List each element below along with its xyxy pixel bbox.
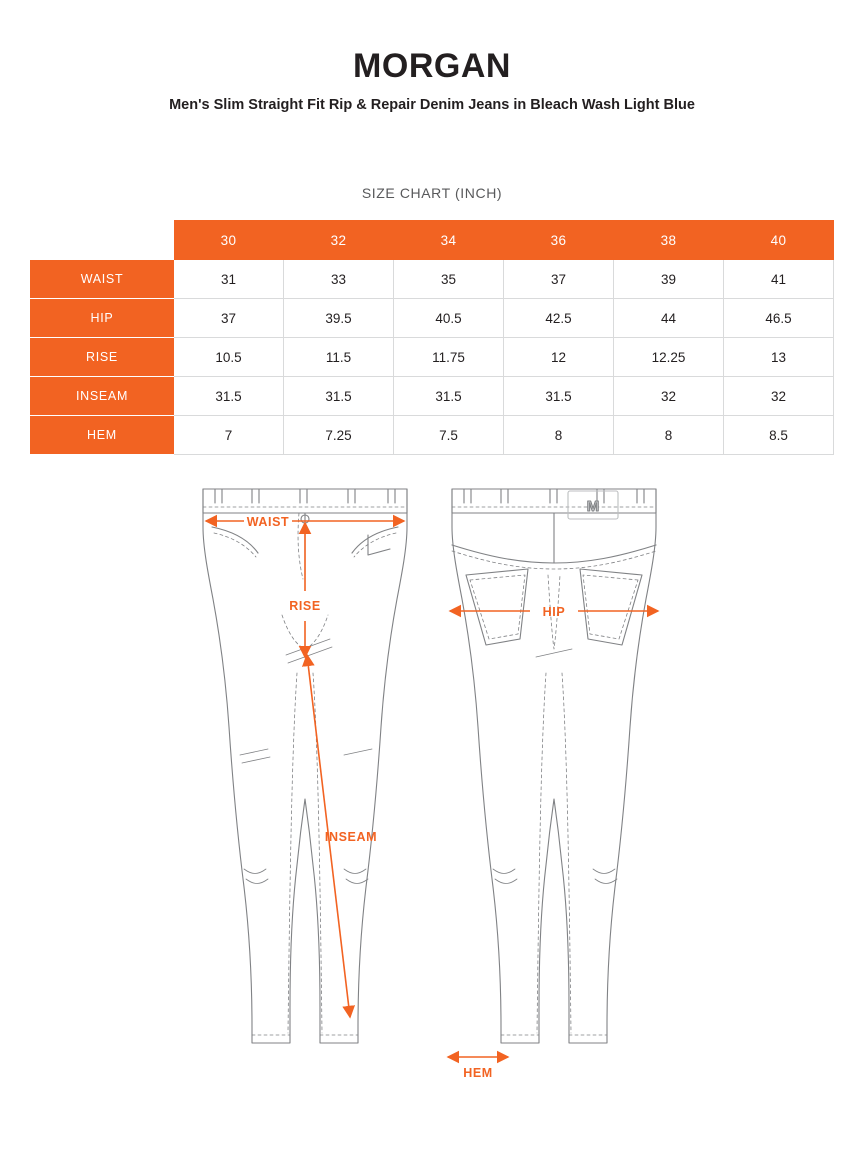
size-column-header: 32 (284, 221, 394, 260)
measurement-value: 7 (174, 416, 284, 455)
back-measurement-arrows (448, 611, 658, 1057)
measurement-label: HIP (31, 299, 174, 338)
measurement-value: 13 (724, 338, 834, 377)
table-row (31, 260, 834, 299)
measurement-value: 11.5 (284, 338, 394, 377)
measurement-value: 7.25 (284, 416, 394, 455)
size-chart-head (31, 221, 834, 260)
measurement-value: 11.75 (394, 338, 504, 377)
measurement-value: 44 (614, 299, 724, 338)
measurement-label: WAIST (31, 260, 174, 299)
size-chart-body (31, 260, 834, 455)
measurement-value: 8 (614, 416, 724, 455)
measurement-value: 31.5 (174, 377, 284, 416)
table-row (31, 416, 834, 455)
measurement-label: INSEAM (31, 377, 174, 416)
size-chart-table-wrapper (30, 220, 834, 455)
table-header-row (31, 221, 834, 260)
measurement-value: 46.5 (724, 299, 834, 338)
product-subtitle: Men's Slim Straight Fit Rip & Repair Denim Jeans in Bleach Wash Light Blue (169, 97, 695, 114)
measurement-value: 32 (724, 377, 834, 416)
measurement-diagram (0, 487, 864, 1127)
measurement-value: 37 (174, 299, 284, 338)
measurement-value: 33 (284, 260, 394, 299)
brand-title: MORGAN (353, 47, 511, 85)
table-corner-cell (31, 221, 174, 260)
measurement-value: 31.5 (284, 377, 394, 416)
measurement-value: 37 (504, 260, 614, 299)
measurement-value: 40.5 (394, 299, 504, 338)
measurement-value: 31.5 (394, 377, 504, 416)
measurement-value: 8 (504, 416, 614, 455)
measurement-value: 35 (394, 260, 504, 299)
measurement-label: RISE (31, 338, 174, 377)
waist-label: WAIST (246, 515, 290, 530)
front-measurement-arrows (206, 521, 404, 1017)
size-chart-table (30, 220, 834, 455)
measurement-value: 39.5 (284, 299, 394, 338)
measurement-label: HEM (31, 416, 174, 455)
size-column-header: 30 (174, 221, 284, 260)
measurement-value: 31 (174, 260, 284, 299)
table-row (31, 299, 834, 338)
measurement-value: 10.5 (174, 338, 284, 377)
table-row (31, 377, 834, 416)
measurement-value: 8.5 (724, 416, 834, 455)
measurement-value: 31.5 (504, 377, 614, 416)
measurement-value: 39 (614, 260, 724, 299)
size-column-header: 38 (614, 221, 724, 260)
hip-label: HIP (542, 605, 566, 620)
measurement-value: 12.25 (614, 338, 724, 377)
jeans-back-illustration (452, 489, 656, 1043)
measurement-value: 7.5 (394, 416, 504, 455)
page-header (0, 0, 864, 113)
size-column-header: 36 (504, 221, 614, 260)
measurement-value: 42.5 (504, 299, 614, 338)
inseam-label: INSEAM (324, 830, 378, 845)
hem-label: HEM (463, 1066, 493, 1081)
brand-patch-mark: M (586, 498, 600, 516)
measurement-value: 32 (614, 377, 724, 416)
size-column-header: 40 (724, 221, 834, 260)
size-column-header: 34 (394, 221, 504, 260)
size-chart-caption: SIZE CHART (INCH) (361, 185, 503, 202)
table-row (31, 338, 834, 377)
measurement-value: 12 (504, 338, 614, 377)
measurement-value: 41 (724, 260, 834, 299)
rise-label: RISE (289, 599, 321, 614)
